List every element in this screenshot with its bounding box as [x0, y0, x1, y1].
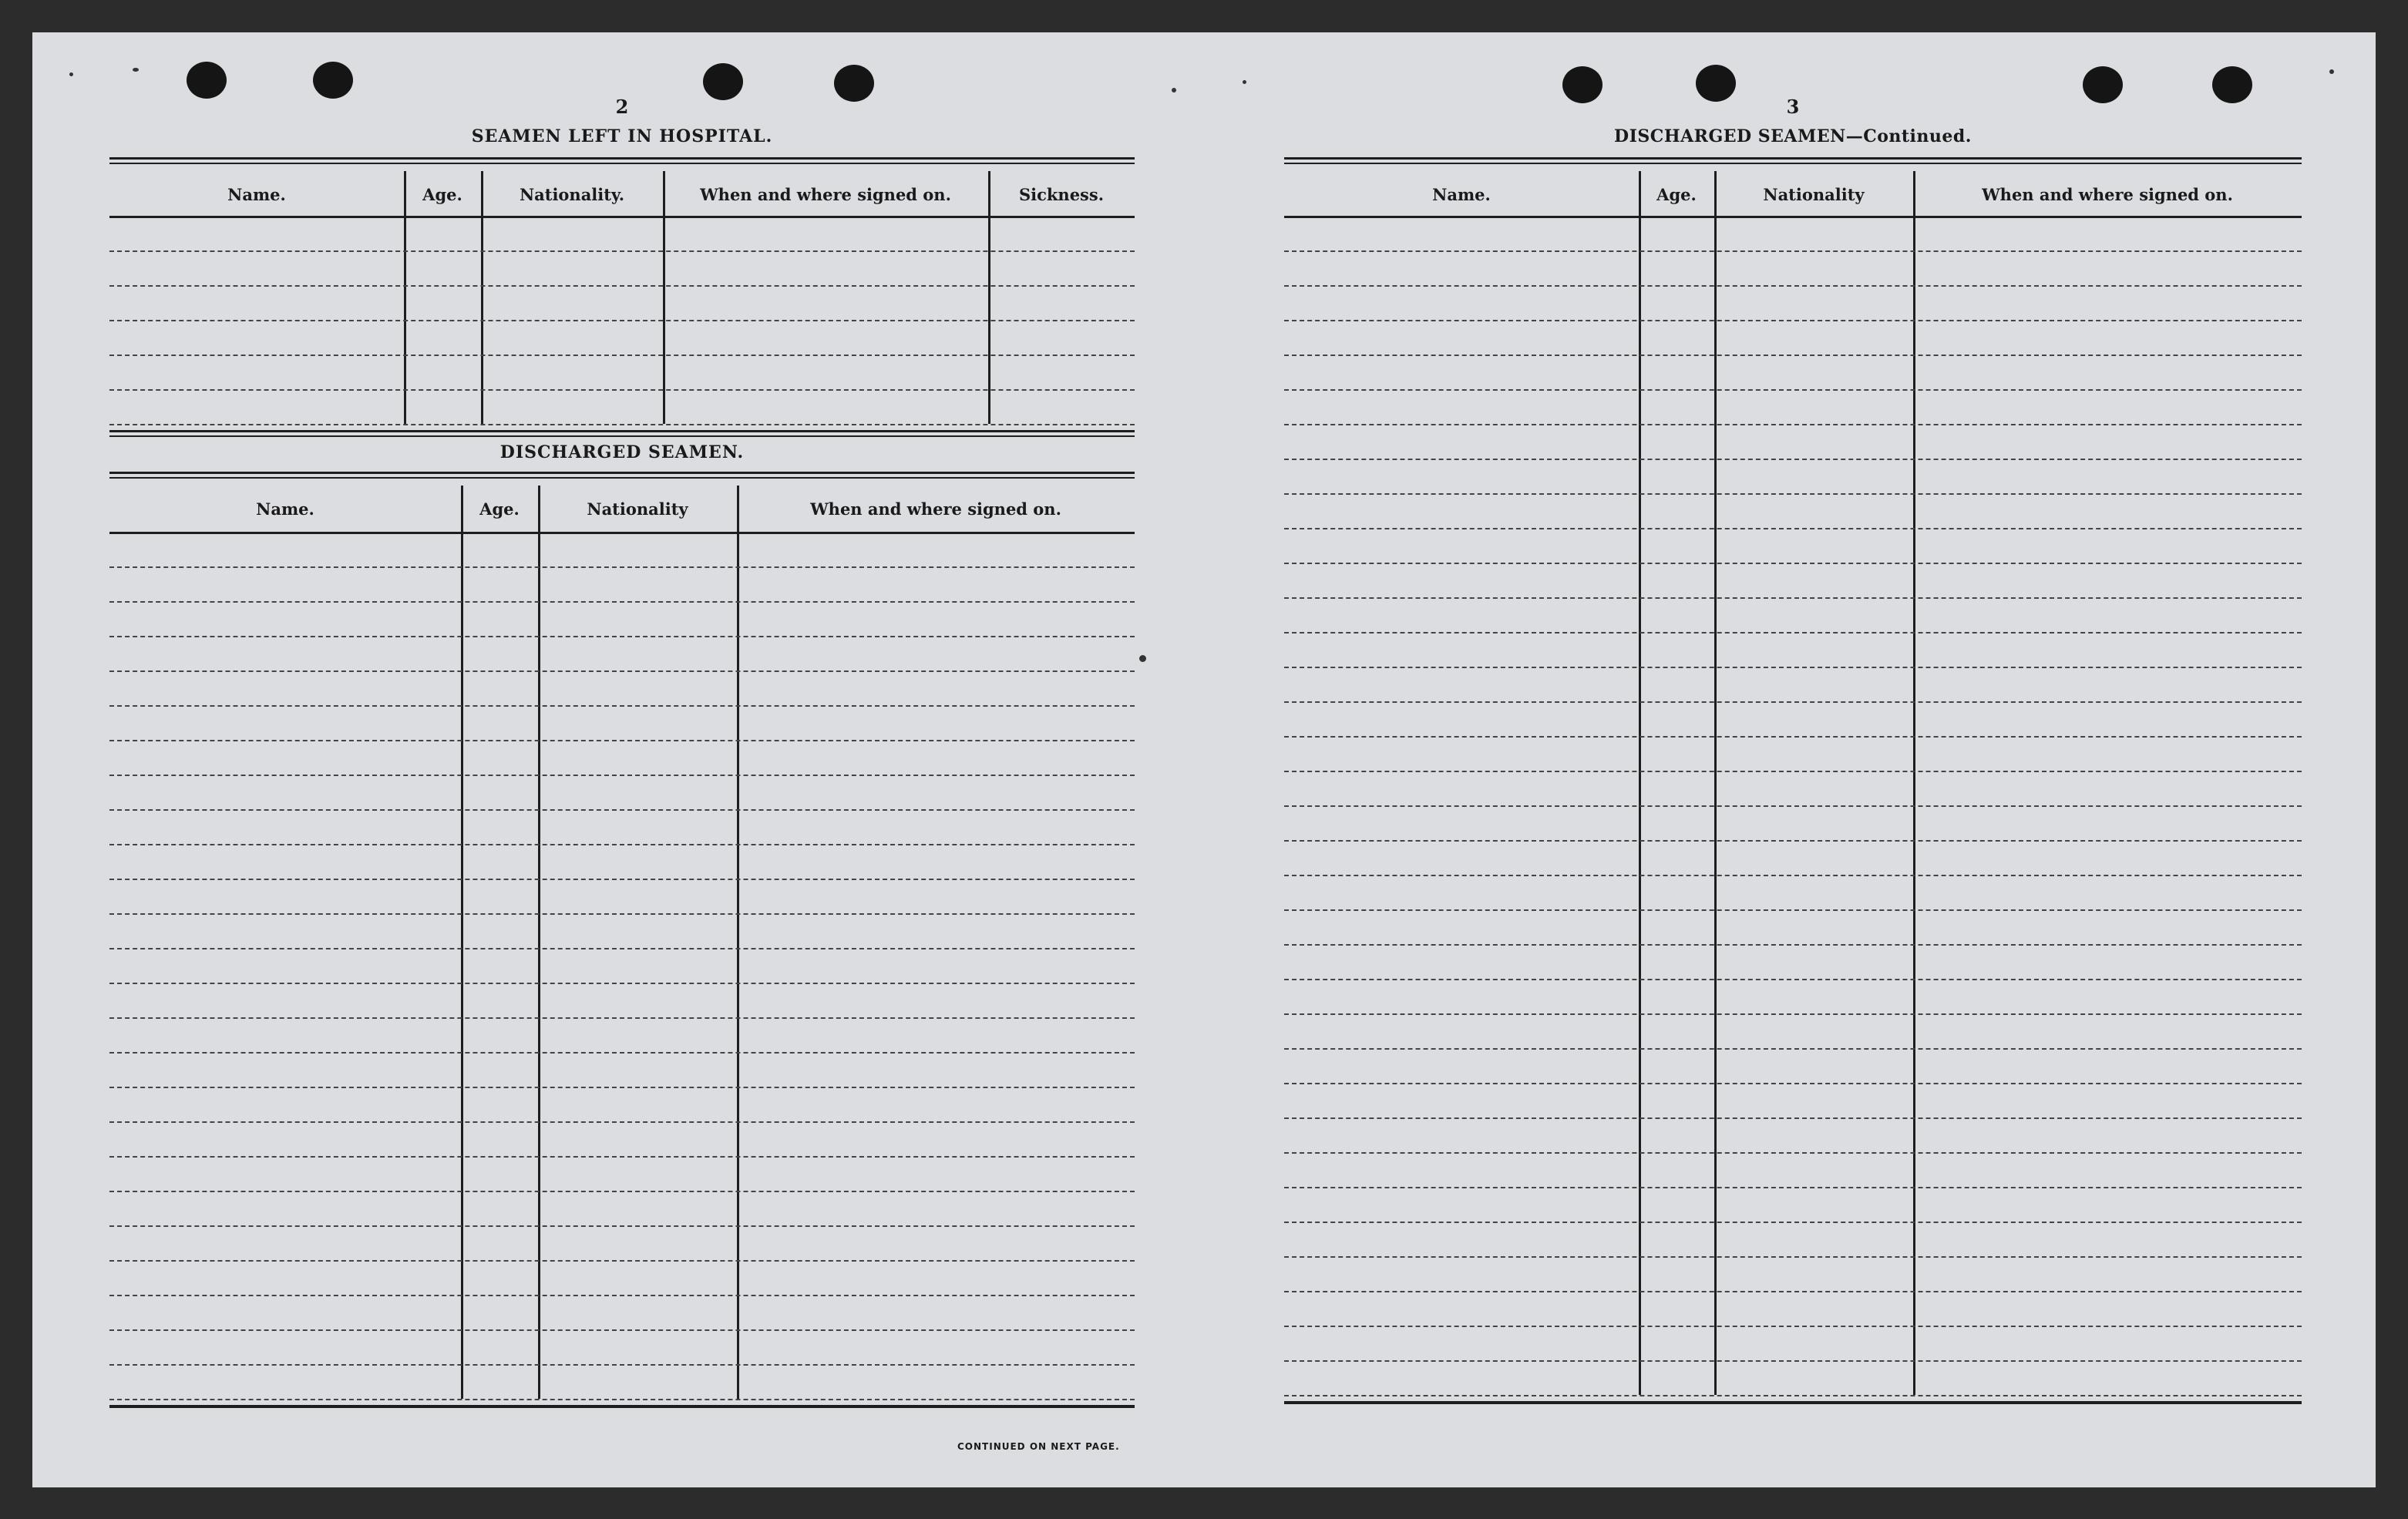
entry-row-line [109, 948, 1135, 949]
scan-speck [2329, 69, 2334, 74]
continued-table [1284, 171, 2302, 1435]
column-header: Name. [227, 185, 286, 204]
hospital-top-rule [109, 157, 1135, 164]
entry-row-line [109, 1399, 1135, 1400]
column-header: When and where signed on. [810, 499, 1061, 519]
entry-row-line [1284, 1395, 2302, 1396]
header-rule [1284, 216, 2302, 218]
hospital-section-title: SEAMEN LEFT IN HOSPITAL. [471, 126, 773, 146]
column-divider [481, 171, 483, 424]
entry-row-line [109, 389, 1135, 391]
entry-row-line [1284, 355, 2302, 356]
hospital-table [109, 171, 1135, 433]
entry-row-line [1284, 1117, 2302, 1119]
entry-row-line [1284, 875, 2302, 876]
entry-row-line [109, 601, 1135, 603]
column-divider [663, 171, 665, 424]
entry-row-line [109, 740, 1135, 741]
entry-row-line [109, 844, 1135, 845]
continued-note: CONTINUED ON NEXT PAGE. [957, 1441, 1120, 1452]
entry-row-line [1284, 736, 2302, 738]
column-header: Name. [1432, 185, 1491, 204]
entry-row-line [109, 1087, 1135, 1088]
entry-row-line [1284, 979, 2302, 980]
entry-row-line [109, 879, 1135, 880]
page-number: 3 [1786, 96, 1800, 118]
column-divider [737, 486, 739, 1399]
entry-row-line [109, 809, 1135, 811]
entry-row-line [1284, 1152, 2302, 1154]
column-header: Age. [1656, 185, 1697, 204]
entry-row-line [109, 250, 1135, 252]
table-bottom-rule [109, 1405, 1135, 1408]
entry-row-line [1284, 493, 2302, 495]
entry-row-line [1284, 1360, 2302, 1362]
entry-row-line [109, 636, 1135, 637]
entry-row-line [1284, 459, 2302, 460]
entry-row-line [109, 1191, 1135, 1192]
entry-row-line [1284, 1048, 2302, 1050]
entry-row-line [1284, 563, 2302, 564]
discharged-top-rule [109, 472, 1135, 479]
entry-row-line [109, 1225, 1135, 1227]
entry-row-line [109, 1329, 1135, 1331]
entry-row-line [1284, 1222, 2302, 1223]
entry-row-line [109, 1260, 1135, 1262]
column-header: When and where signed on. [1982, 185, 2233, 204]
entry-row-line [1284, 840, 2302, 842]
column-header: Nationality. [519, 185, 625, 204]
entry-row-line [1284, 632, 2302, 633]
entry-row-line [1284, 1187, 2302, 1188]
entry-row-line [1284, 528, 2302, 529]
entry-row-line [1284, 1083, 2302, 1084]
entry-row-line [109, 775, 1135, 776]
column-header: When and where signed on. [700, 185, 951, 204]
column-header: Sickness. [1018, 185, 1105, 204]
discharged-table [109, 486, 1135, 1426]
entry-row-line [109, 566, 1135, 568]
entry-row-line [1284, 1326, 2302, 1327]
entry-row-line [109, 1121, 1135, 1123]
continued-section-title: DISCHARGED SEAMEN—Continued. [1614, 126, 1972, 146]
entry-row-line [109, 913, 1135, 915]
punch-hole [313, 62, 353, 99]
column-divider [404, 171, 406, 424]
entry-row-line [1284, 944, 2302, 946]
entry-row-line [1284, 667, 2302, 668]
entry-row-line [109, 320, 1135, 321]
entry-row-line [1284, 597, 2302, 599]
entry-row-line [109, 424, 1135, 425]
document-sheet [32, 32, 2376, 1487]
entry-row-line [109, 1017, 1135, 1019]
scan-speck [133, 68, 139, 72]
entry-row-line [109, 705, 1135, 707]
header-rule [109, 532, 1135, 534]
entry-row-line [1284, 805, 2302, 807]
entry-row-line [1284, 1291, 2302, 1292]
entry-row-line [1284, 250, 2302, 252]
entry-row-line [109, 355, 1135, 356]
column-header: Name. [256, 499, 314, 519]
column-divider [538, 486, 540, 1399]
table-bottom-rule [1284, 1401, 2302, 1404]
column-header: Age. [422, 185, 462, 204]
entry-row-line [109, 1052, 1135, 1054]
entry-row-line [1284, 424, 2302, 425]
column-divider [461, 486, 463, 1399]
entry-row-line [1284, 1013, 2302, 1015]
entry-row-line [109, 670, 1135, 672]
discharged-section-title: DISCHARGED SEAMEN. [499, 442, 745, 462]
entry-row-line [109, 1156, 1135, 1158]
entry-row-line [109, 983, 1135, 984]
scan-speck [1172, 88, 1176, 92]
scan-speck [1139, 655, 1146, 662]
column-header: Age. [479, 499, 520, 519]
scan-speck [1243, 80, 1246, 84]
entry-row-line [1284, 771, 2302, 772]
punch-hole [187, 62, 227, 99]
right-page [1284, 94, 2302, 1481]
page-number: 2 [615, 96, 629, 118]
entry-row-line [1284, 909, 2302, 911]
continued-top-rule [1284, 157, 2302, 164]
left-page [109, 94, 1135, 1481]
entry-row-line [1284, 389, 2302, 391]
entry-row-line [1284, 320, 2302, 321]
entry-row-line [1284, 1256, 2302, 1258]
column-header: Nationality [1763, 185, 1865, 204]
entry-row-line [1284, 285, 2302, 287]
hospital-bottom-rule [109, 430, 1135, 437]
entry-row-line [109, 285, 1135, 287]
header-rule [109, 216, 1135, 218]
entry-row-line [109, 1295, 1135, 1296]
scan-speck [69, 72, 73, 76]
column-divider [988, 171, 990, 424]
entry-row-line [1284, 701, 2302, 703]
column-header: Nationality [587, 499, 688, 519]
entry-row-line [109, 1364, 1135, 1366]
